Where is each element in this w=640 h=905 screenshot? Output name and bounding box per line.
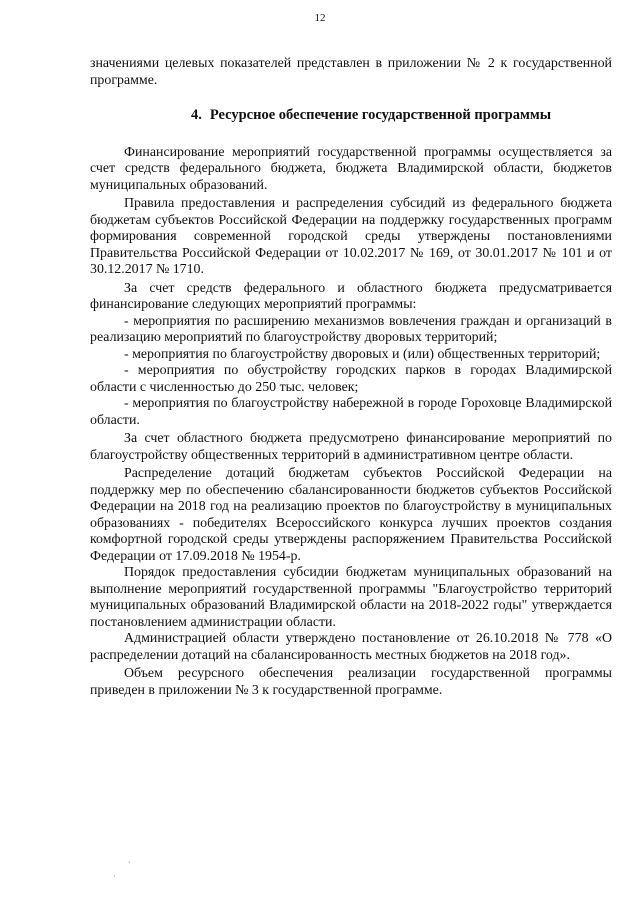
paragraph-financing: Финансирование мероприятий государственной программы осуществляется за счет средств федерального бюджета, бюджета Владимирской области, бюджетов муниципальных образований. — [90, 144, 612, 193]
list-item-citizen-involvement: - мероприятия по расширению механизмов вовлечения граждан и организаций в реализацию мероприятий по благоустройству дворовых территорий; — [90, 313, 612, 345]
section-heading — [130, 107, 612, 124]
page-number: 12 — [314, 12, 326, 24]
list-item-yard-territories: - мероприятия по благоустройству дворовых и (или) общественных территорий; — [124, 346, 601, 362]
paragraph-resource-volume: Объем ресурсного обеспечения реализации государственной программы приведен в приложении № 3 к государственной программе. — [90, 666, 612, 698]
paragraph-funded-activities: За счет средств федерального и областного бюджета предусматривается финансирование следующих мероприятий программы: — [90, 280, 612, 312]
paragraph-subsidy-rules: Правила предоставления и распределения субсидий из федерального бюджета бюджетам субъектов Российской Федерации на поддержку государственных программ формирования современной городской среды утверждены постановлениями Правительства Российской Федерации от 10.02.2017 № 169, от 30.01.2017 № 101 и от 30.12.2017 № 1710. — [90, 196, 612, 277]
list-item-city-parks: - мероприятия по обустройству городских парков в городах Владимирской области с численностью до 250 тыс. человек; — [90, 363, 612, 395]
section-number: 4. — [190, 107, 202, 123]
list-item-embankment: - мероприятия по благоустройству набережной в городе Гороховце Владимирской области. — [90, 396, 612, 428]
paragraph-resolution: Администрацией области утверждено постановление от 26.10.2018 № 778 «О распределении дотаций на сбалансированность местных бюджетов на 2018 год». — [90, 631, 612, 663]
document-body — [90, 56, 612, 699]
paragraph-subsidy-procedure: Порядок предоставления субсидии бюджетам муниципальных образований на выполнение мероприятий государственной программы "Благоустройство территорий муниципальных образований Владимирской области на 2018-2022 годы" утверждается постановлением администрации области. — [90, 565, 612, 630]
paragraph-regional-budget: За счет областного бюджета предусмотрено финансирование мероприятий по благоустройству общественных территорий в административном центре области. — [90, 431, 612, 463]
section-title: Ресурсное обеспечение государственной программы — [209, 107, 552, 123]
intro-paragraph: значениями целевых показателей представлен в приложении № 2 к государственной программе. — [90, 56, 612, 88]
scan-speck: · — [113, 872, 116, 881]
paragraph-subsidy-distribution: Распределение дотаций бюджетам субъектов Российской Федерации на поддержку мер по обеспечению сбалансированности бюджетов субъектов Российской Федерации на 2018 год на реализацию проектов по благоустройству в муниципальных образованиях - победителях Всероссийского конкурса лучших проектов создания комфортной городской среды утверждены распоряжением Правительства Российской Федерации от 17.09.2018 № 1954-р. — [90, 466, 612, 564]
scan-speck: · — [128, 858, 131, 867]
